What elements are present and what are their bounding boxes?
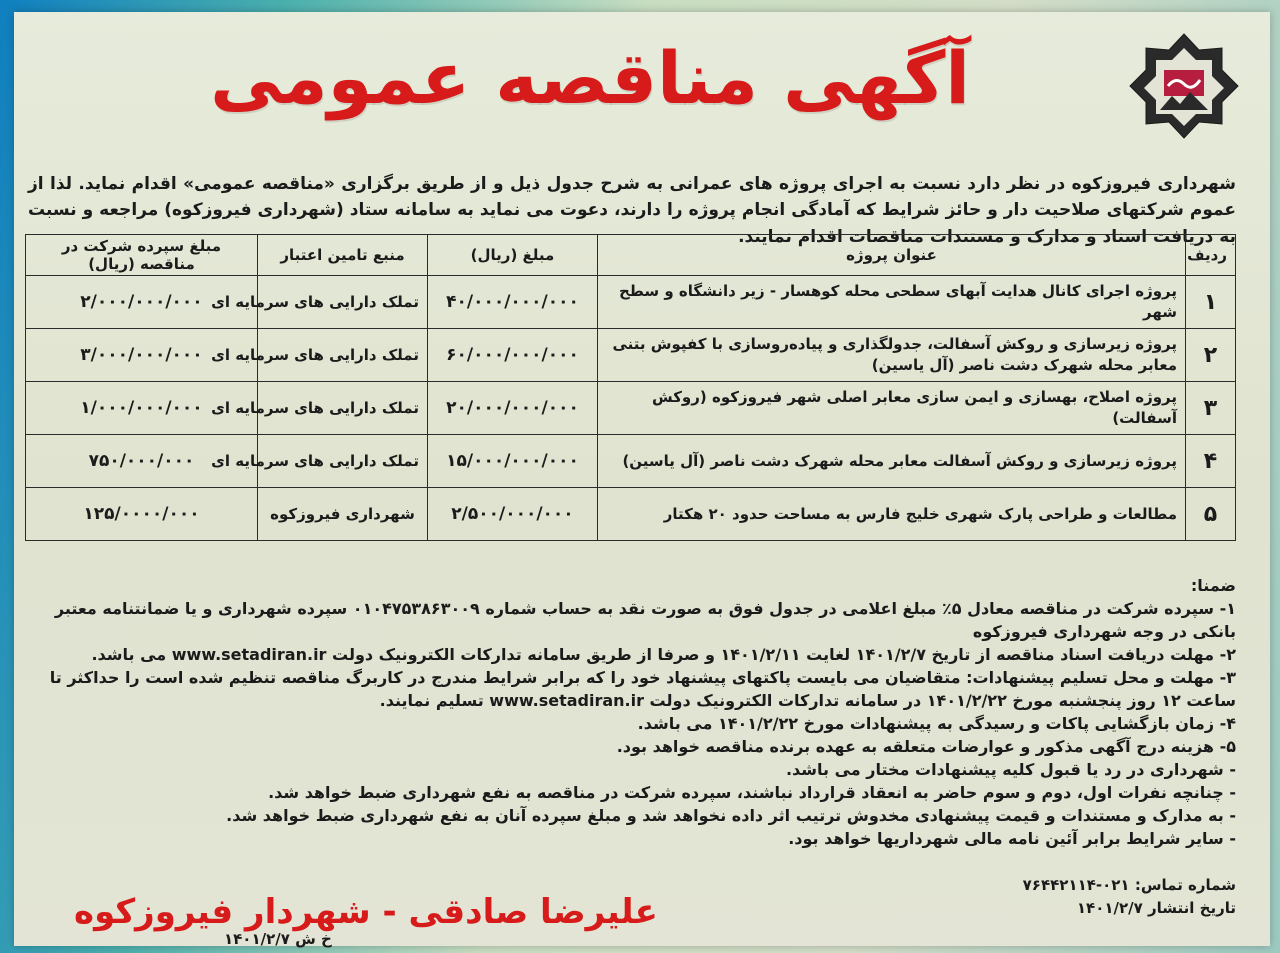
row-index: ۲ xyxy=(1186,329,1236,382)
row-deposit: ۷۵۰/۰۰۰/۰۰۰ xyxy=(26,435,258,488)
row-title: مطالعات و طراحی پارک شهری خلیج فارس به مساحت حدود ۲۰ هکتار xyxy=(598,488,1186,541)
list-item: - چنانچه نفرات اول، دوم و سوم حاضر به انعقاد قرارداد نباشند، سپرده شرکت در مناقصه به نفع شهرداری ضبط خواهد شد. xyxy=(268,783,1236,802)
table-row xyxy=(26,382,1236,435)
projects-table xyxy=(25,234,1236,541)
row-index: ۵ xyxy=(1186,488,1236,541)
row-source: تملک دارایی های سرمایه ای xyxy=(258,382,428,435)
intro-paragraph: شهرداری فیروزکوه در نظر دارد نسبت به اجرای پروژه های عمرانی به شرح جدول ذیل و از طریق برگزاری «مناقصه عمومی» اقدام نماید. لذا از عموم شرکتهای صلاحیت دار و حائز شرایط که آمادگی انجام پروژه را دارند، دعوت می نماید به سامانه ستاد (شهرداری فیروزکوه) مراجعه و نسبت به دریافت اسناد و مدارک و مستندات مناقصات اقدام نمایند. xyxy=(28,174,1236,247)
publication-code: خ ش ۱۴۰۱/۲/۷ xyxy=(224,930,332,948)
row-title: پروژه اجرای کانال هدایت آبهای سطحی محله کوهسار - زیر دانشگاه و سطح شهر xyxy=(598,276,1186,329)
table-row xyxy=(26,435,1236,488)
row-deposit: ۳/۰۰۰/۰۰۰/۰۰۰ xyxy=(26,329,258,382)
row-source: شهرداری فیروزکوه xyxy=(258,488,428,541)
header-index: ردیف xyxy=(1186,235,1236,276)
row-amount: ۴۰/۰۰۰/۰۰۰/۰۰۰ xyxy=(428,276,598,329)
row-title: پروژه زیرسازی و روکش آسفالت، جدولگذاری و پیاده‌روسازی با کفپوش بتنی معابر محله شهرک دشت ناصر (آل یاسین) xyxy=(598,329,1186,382)
row-title: پروژه اصلاح، بهسازی و ایمن سازی معابر اصلی شهر فیروزکوه (روکش آسفالت) xyxy=(598,382,1186,435)
list-item: - سایر شرایط برابر آئین نامه مالی شهرداریها خواهد بود. xyxy=(788,829,1236,848)
notice-paper xyxy=(14,12,1270,946)
notes-section xyxy=(20,574,1236,850)
row-amount: ۱۵/۰۰۰/۰۰۰/۰۰۰ xyxy=(428,435,598,488)
publish-date: تاریخ انتشار ۱۴۰۱/۲/۷ xyxy=(1076,899,1236,917)
mayor-signature: علیرضا صادقی - شهردار فیروزکوه xyxy=(74,892,658,932)
table-row xyxy=(26,276,1236,329)
list-item: ۵- هزینه درج آگهی مذکور و عوارضات متعلقه به عهده برنده مناقصه خواهد بود. xyxy=(616,737,1236,756)
row-title: پروژه زیرسازی و روکش آسفالت معابر محله شهرک دشت ناصر (آل یاسین) xyxy=(598,435,1186,488)
notice-title: آگهی مناقصه عمومی xyxy=(210,36,970,120)
list-item: ۴- زمان بازگشایی پاکات و رسیدگی به پیشنهادات مورخ ۱۴۰۱/۲/۲۲ می باشد. xyxy=(637,714,1236,733)
row-deposit: ۲/۰۰۰/۰۰۰/۰۰۰ xyxy=(26,276,258,329)
row-index: ۳ xyxy=(1186,382,1236,435)
contact-block xyxy=(856,874,1236,920)
header-title: عنوان پروژه xyxy=(598,235,1186,276)
row-index: ۴ xyxy=(1186,435,1236,488)
notes-heading: ضمنا: xyxy=(1190,576,1236,595)
row-source: تملک دارایی های سرمایه ای xyxy=(258,329,428,382)
list-item: ۲- مهلت دریافت اسناد مناقصه از تاریخ ۱۴۰۱/۲/۷ لغایت ۱۴۰۱/۲/۱۱ و صرفا از طریق سامانه تدارکات الکترونیک دولت www.setadiran.ir می باشد. xyxy=(91,645,1236,664)
header-source: منبع تامین اعتبار xyxy=(258,235,428,276)
row-amount: ۲/۵۰۰/۰۰۰/۰۰۰ xyxy=(428,488,598,541)
row-deposit: ۱۲۵/۰۰۰۰/۰۰۰ xyxy=(26,488,258,541)
table-row xyxy=(26,488,1236,541)
list-item: - به مدارک و مستندات و قیمت پیشنهادی مخدوش ترتیب اثر داده نخواهد شد و مبلغ سپرده آنان به نفع شهرداری ضبط خواهد شد. xyxy=(226,806,1236,825)
header-deposit: مبلغ سپرده شرکت در مناقصه (ریال) xyxy=(26,235,258,276)
list-item: - شهرداری در رد یا قبول کلیه پیشنهادات مختار می باشد. xyxy=(785,760,1236,779)
row-index: ۱ xyxy=(1186,276,1236,329)
municipality-logo xyxy=(1124,30,1244,150)
table-row xyxy=(26,329,1236,382)
list-item: ۱- سپرده شرکت در مناقصه معادل ۵٪ مبلغ اعلامی در جدول فوق به صورت نقد به حساب شماره ۰۱۰۴۷۵۳۸۶۳۰۰۹ سپرده شهرداری و یا ضمانتنامه معتبر بانکی در وجه شهرداری فیروزکوه xyxy=(54,599,1236,641)
header-amount: مبلغ (ریال) xyxy=(428,235,598,276)
projects-table-wrap xyxy=(26,234,1236,541)
contact-phone: شماره تماس: ۰۲۱-۷۶۴۴۲۱۱۴ xyxy=(1022,876,1236,894)
row-source: تملک دارایی های سرمایه ای xyxy=(258,435,428,488)
row-amount: ۲۰/۰۰۰/۰۰۰/۰۰۰ xyxy=(428,382,598,435)
row-deposit: ۱/۰۰۰/۰۰۰/۰۰۰ xyxy=(26,382,258,435)
table-header-row xyxy=(26,235,1236,276)
row-source: تملک دارایی های سرمایه ای xyxy=(258,276,428,329)
notes-list xyxy=(20,597,1236,850)
list-item: ۳- مهلت و محل تسلیم پیشنهادات: متقاضیان می بایست پاکتهای پیشنهاد خود را که برابر شرایط مندرج در کاربرگ مناقصه تنظیم شده است را حداکثر تا ساعت ۱۲ روز پنجشنبه مورخ ۱۴۰۱/۲/۲۲ در سامانه تدارکات الکترونیک دولت www.setadiran.ir تسلیم نمایند. xyxy=(49,668,1236,710)
row-amount: ۶۰/۰۰۰/۰۰۰/۰۰۰ xyxy=(428,329,598,382)
